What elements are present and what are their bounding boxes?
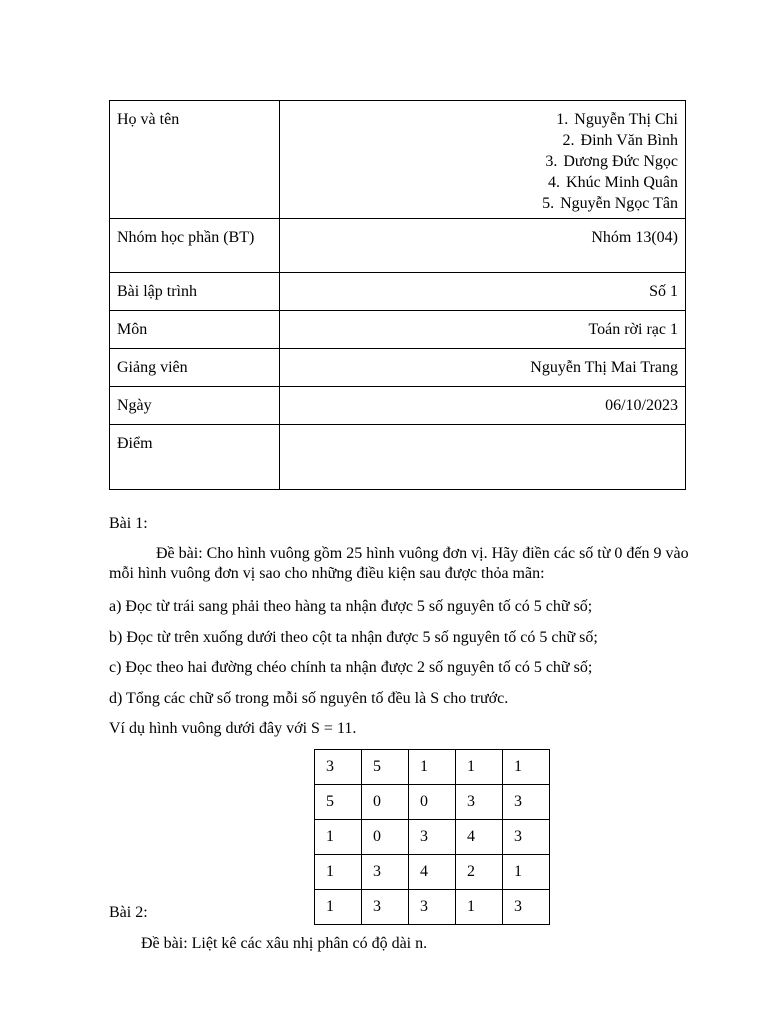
grid-cell: 1 xyxy=(503,855,550,890)
grid-cell: 0 xyxy=(409,785,456,820)
row-score xyxy=(110,425,686,490)
date-value: 06/10/2023 xyxy=(280,387,686,425)
row-subject xyxy=(110,311,686,349)
grid-row xyxy=(315,750,550,785)
members-label: Họ và tên xyxy=(110,101,280,219)
grid-cell: 3 xyxy=(503,785,550,820)
exercise-value: Số 1 xyxy=(280,273,686,311)
grid-cell: 3 xyxy=(362,855,409,890)
member-item: 1. Nguyễn Thị Chi xyxy=(556,111,678,128)
score-value xyxy=(280,425,686,490)
grid-cell: 1 xyxy=(315,855,362,890)
grid-cell: 1 xyxy=(503,750,550,785)
members-value xyxy=(280,101,686,219)
grid-cell: 1 xyxy=(315,820,362,855)
exercise-label: Bài lập trình xyxy=(110,273,280,311)
condition-c: c) Đọc theo hai đường chéo chính ta nhận được 2 số nguyên tố có 5 chữ số; xyxy=(109,659,593,676)
bai2-title: Bài 2: xyxy=(109,904,148,921)
bai2-intro: Đề bài: Liệt kê các xâu nhị phân có độ dài n. xyxy=(141,935,428,952)
row-exercise xyxy=(110,273,686,311)
grid-cell: 1 xyxy=(456,750,503,785)
grid-cell: 3 xyxy=(362,890,409,925)
member-item: 3. Dương Đức Ngọc xyxy=(545,153,678,170)
row-members xyxy=(110,101,686,219)
condition-b: b) Đọc từ trên xuống dưới theo cột ta nhận được 5 số nguyên tố có 5 chữ số; xyxy=(109,629,598,646)
grid-cell: 1 xyxy=(409,750,456,785)
grid-cell: 3 xyxy=(409,890,456,925)
info-table xyxy=(109,100,686,490)
group-value: Nhóm 13(04) xyxy=(280,219,686,273)
grid-cell: 5 xyxy=(315,785,362,820)
grid-row xyxy=(315,785,550,820)
member-item: 4. Khúc Minh Quân xyxy=(548,174,678,191)
example-grid xyxy=(314,749,550,925)
grid-cell: 3 xyxy=(456,785,503,820)
member-item: 2. Đinh Văn Bình xyxy=(562,132,678,149)
date-label: Ngày xyxy=(110,387,280,425)
lecturer-value: Nguyễn Thị Mai Trang xyxy=(280,349,686,387)
grid-cell: 1 xyxy=(456,890,503,925)
grid-cell: 3 xyxy=(503,890,550,925)
condition-a: a) Đọc từ trái sang phải theo hàng ta nhận được 5 số nguyên tố có 5 chữ số; xyxy=(109,598,593,615)
bai1-intro: Đề bài: Cho hình vuông gồm 25 hình vuông đơn vị. Hãy điền các số từ 0 đến 9 vào mỗi hình vuông đơn vị sao cho những điều kiện sau được thỏa mãn: xyxy=(109,545,689,582)
grid-cell: 4 xyxy=(409,855,456,890)
example-text: Ví dụ hình vuông dưới đây với S = 11. xyxy=(109,720,357,737)
grid-row xyxy=(315,820,550,855)
grid-cell: 3 xyxy=(409,820,456,855)
score-label: Điểm xyxy=(110,425,280,490)
grid-row xyxy=(315,855,550,890)
row-date xyxy=(110,387,686,425)
grid-cell: 4 xyxy=(456,820,503,855)
subject-label: Môn xyxy=(110,311,280,349)
grid-cell: 1 xyxy=(315,890,362,925)
grid-cell: 2 xyxy=(456,855,503,890)
grid-cell: 0 xyxy=(362,785,409,820)
group-label: Nhóm học phần (BT) xyxy=(110,219,280,273)
grid-cell: 3 xyxy=(315,750,362,785)
row-lecturer xyxy=(110,349,686,387)
grid-row xyxy=(315,890,550,925)
bai1-title: Bài 1: xyxy=(109,515,148,532)
member-item: 5. Nguyễn Ngọc Tân xyxy=(542,195,678,212)
row-group xyxy=(110,219,686,273)
condition-d: d) Tổng các chữ số trong mỗi số nguyên tố đều là S cho trước. xyxy=(109,690,509,707)
lecturer-label: Giảng viên xyxy=(110,349,280,387)
grid-cell: 5 xyxy=(362,750,409,785)
grid-cell: 3 xyxy=(503,820,550,855)
members-list xyxy=(287,109,678,214)
subject-value: Toán rời rạc 1 xyxy=(280,311,686,349)
grid-cell: 0 xyxy=(362,820,409,855)
